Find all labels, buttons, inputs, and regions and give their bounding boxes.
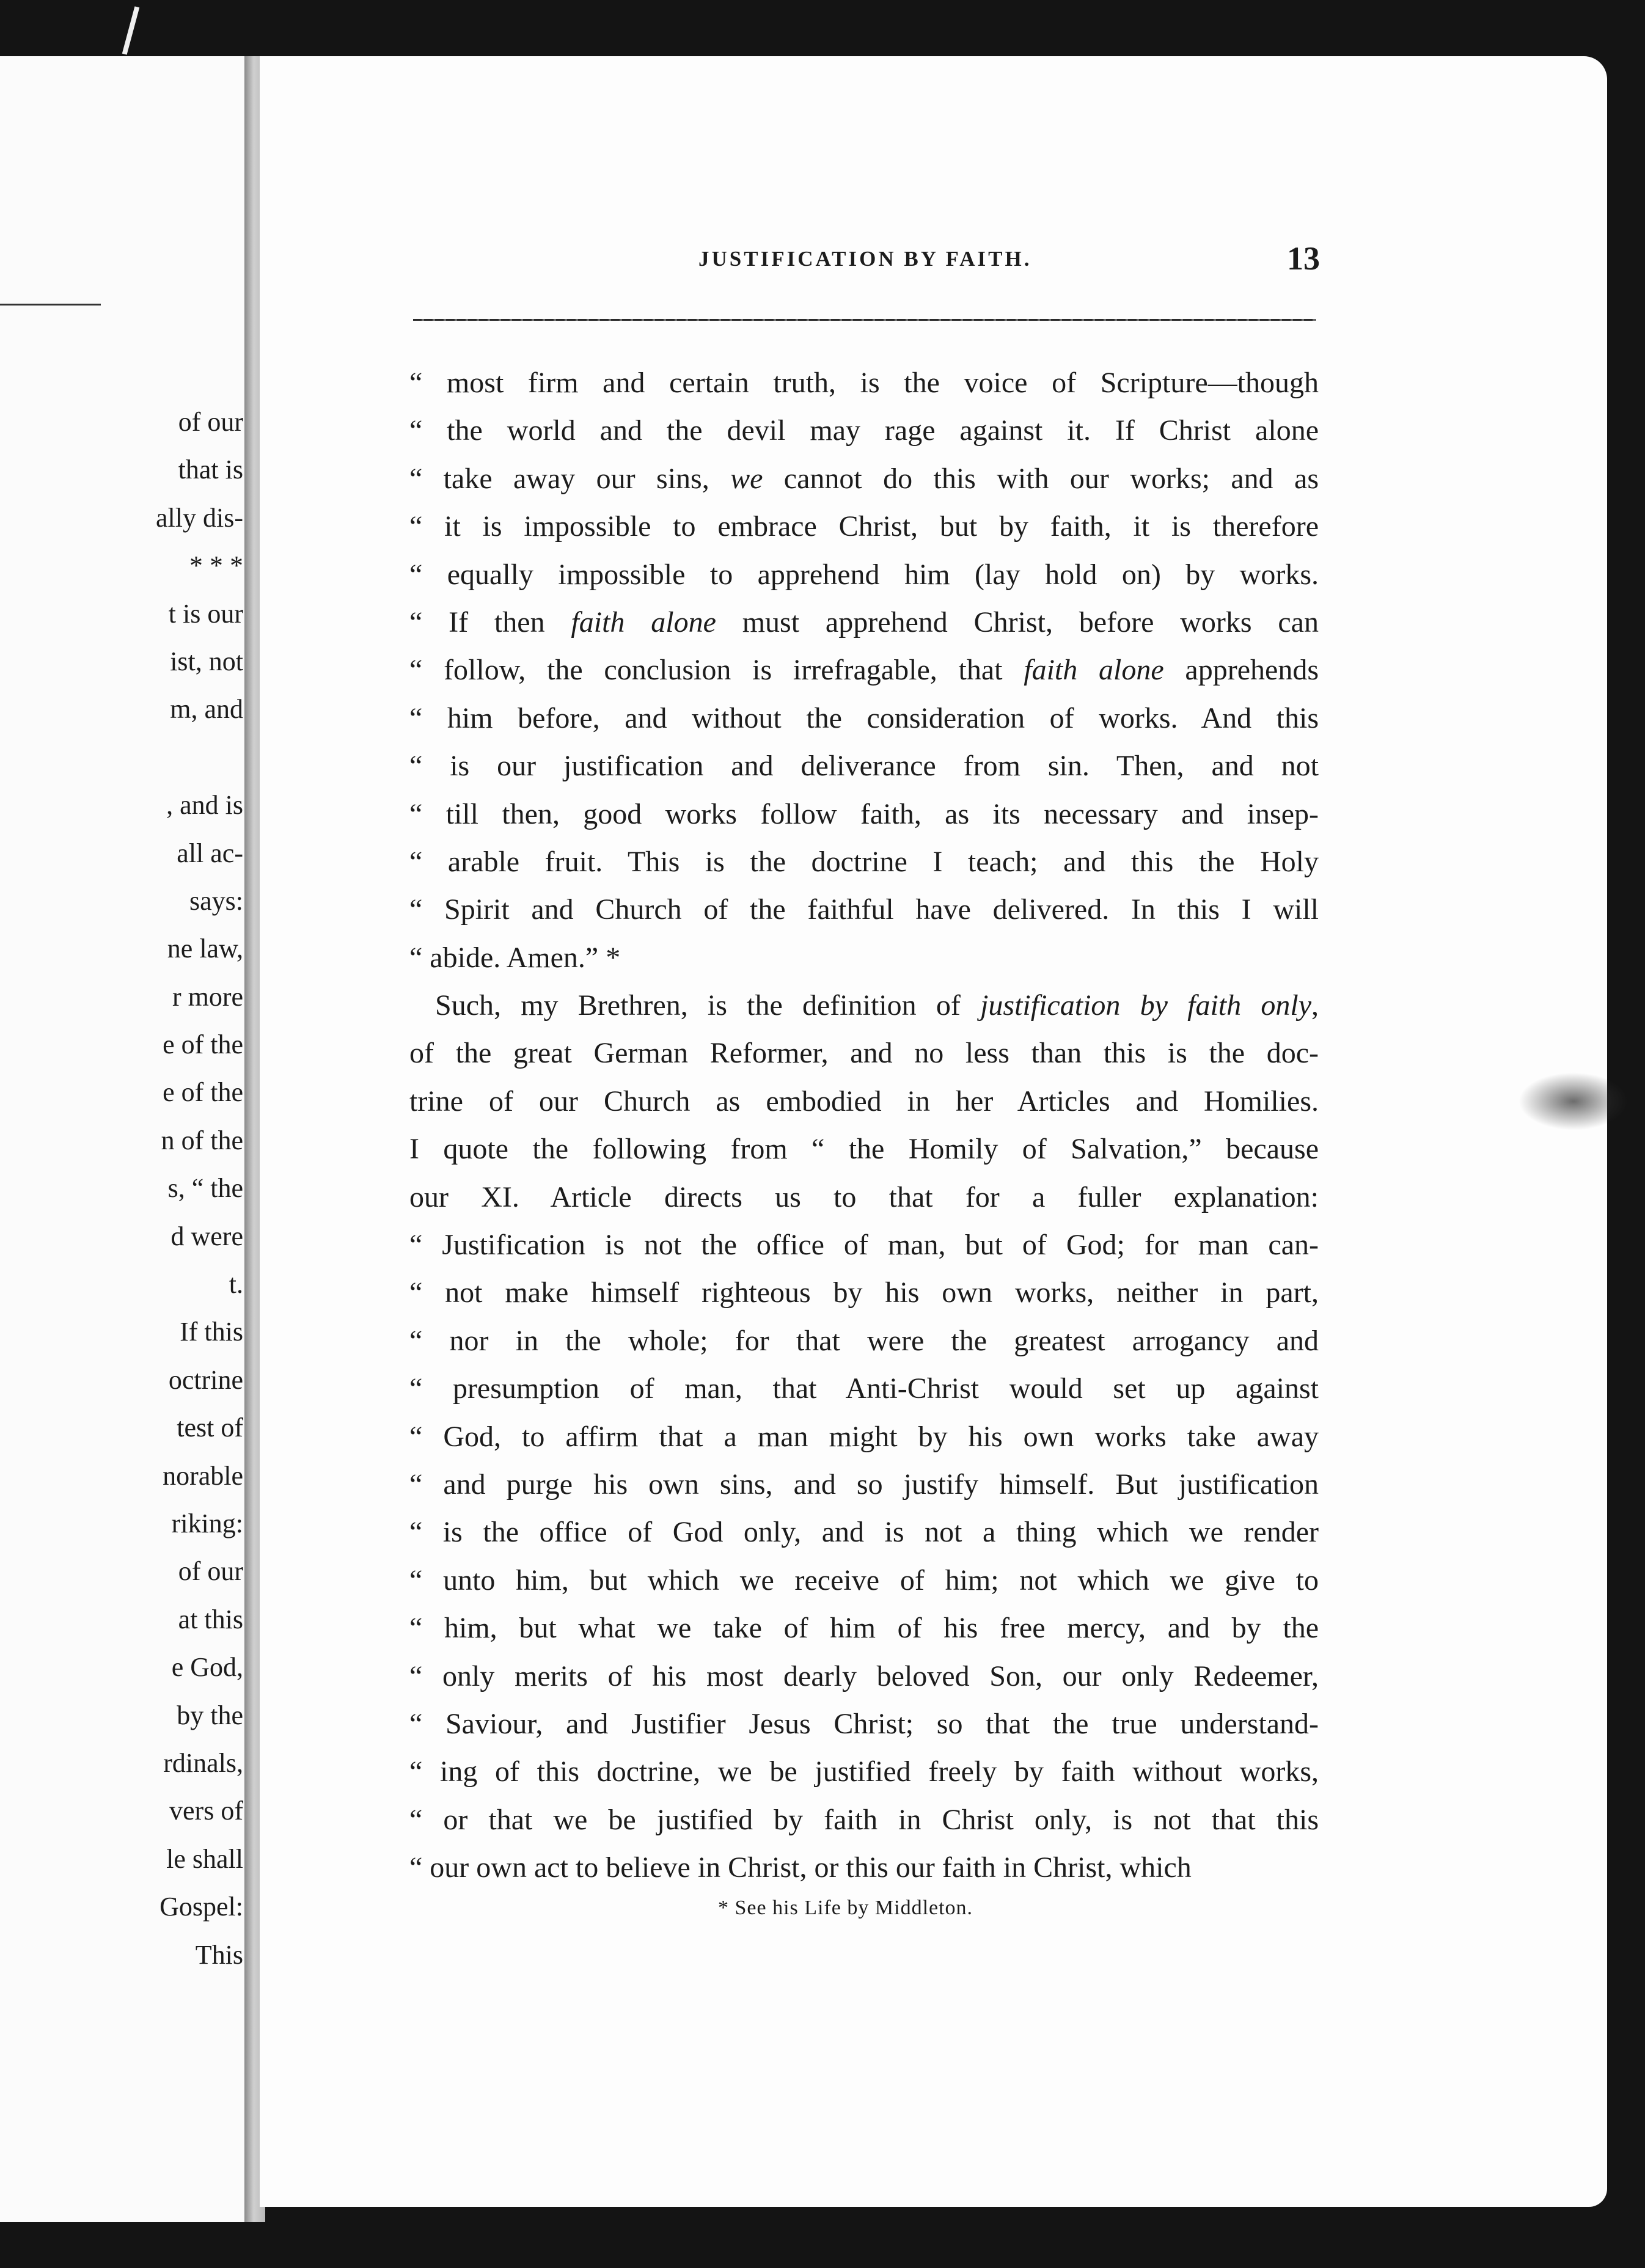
facing-page-line: n of the	[161, 1125, 243, 1155]
text-line: “ arable fruit. This is the doctrine I teach; and this the Holy	[409, 845, 1319, 878]
text-line: “ Spirit and Church of the faithful have delivered. In this I will	[409, 893, 1319, 926]
facing-page-line: e God,	[171, 1652, 243, 1683]
text-line: “ the world and the devil may rage against it. If Christ alone	[409, 414, 1319, 447]
text-line: “ abide. Amen.” *	[409, 941, 621, 974]
facing-page-line: Gospel:	[159, 1892, 243, 1922]
facing-page-line: t.	[229, 1269, 243, 1300]
text-line: of the great German Reformer, and no less than this is the doc-	[409, 1037, 1319, 1070]
scan-smudge	[1519, 1072, 1629, 1130]
facing-page-line	[98, 734, 248, 781]
facing-page-line: s, “ the	[167, 1173, 243, 1204]
text-line: Such, my Brethren, is the definition of justification by faith only,	[435, 989, 1319, 1022]
text-line: “ till then, good works follow faith, as its necessary and insep-	[409, 797, 1319, 830]
facing-page-line: at this	[178, 1604, 243, 1634]
text-line: our XI. Article directs us to that for a fuller explanation:	[409, 1180, 1319, 1213]
facing-page-line: by the	[177, 1700, 243, 1730]
text-line: “ unto him, but which we receive of him; not which we give to	[409, 1564, 1319, 1597]
running-title: JUSTIFICATION BY FAITH.	[698, 247, 1032, 271]
text-line: “ is our justification and deliverance from sin. Then, and not	[409, 750, 1319, 783]
text-line: “ equally impossible to apprehend him (lay hold on) by works.	[409, 558, 1319, 591]
text-line: “ and purge his own sins, and so justify himself. But justification	[409, 1468, 1319, 1501]
facing-page-line: of our	[178, 407, 243, 437]
text-line: “ or that we be justified by faith in Christ only, is not that this	[409, 1803, 1319, 1836]
page-header	[698, 240, 1320, 284]
facing-page-line: d were	[170, 1221, 243, 1251]
facing-page-line: says:	[189, 885, 243, 916]
facing-page-rule	[0, 304, 101, 305]
facing-page-line: t is our	[168, 598, 243, 629]
page-number: 13	[1287, 240, 1320, 277]
text-line: “ take away our sins, we cannot do this with our works; and as	[409, 462, 1319, 495]
text-line: “ If then faith alone must apprehend Christ, before works can	[409, 605, 1319, 638]
facing-page-line: , and is	[166, 790, 243, 821]
text-line: trine of our Church as embodied in her Articles and Homilies.	[409, 1085, 1319, 1118]
footnote: * See his Life by Middleton.	[718, 1897, 973, 1919]
text-line: “ is the office of God only, and is not a thing which we render	[409, 1516, 1319, 1549]
facing-page-line: all ac-	[177, 838, 243, 868]
facing-page-line: vers of	[169, 1796, 243, 1826]
facing-page-line: * * *	[189, 551, 243, 581]
text-line: I quote the following from “ the Homily of Salvation,” because	[409, 1133, 1319, 1166]
text-line: “ follow, the conclusion is irrefragable, that faith alone apprehends	[409, 654, 1319, 687]
facing-page-line: If this	[180, 1317, 243, 1347]
facing-page-line: test of	[177, 1413, 243, 1443]
text-line: “ not make himself righteous by his own works, neither in part,	[409, 1276, 1319, 1309]
facing-page-line: norable	[163, 1460, 243, 1491]
text-line: “ our own act to believe in Christ, or this our faith in Christ, which	[409, 1851, 1192, 1884]
text-line: “ Justification is not the office of man, but of God; for man can-	[409, 1229, 1319, 1262]
facing-page-line: ally dis-	[156, 502, 243, 533]
facing-page-line: This	[195, 1939, 243, 1970]
text-line: “ him, but what we take of him of his free mercy, and by the	[409, 1612, 1319, 1645]
facing-page-line: ne law,	[167, 934, 243, 964]
facing-page	[0, 56, 248, 2222]
text-line: “ only merits of his most dearly beloved Son, our only Redeemer,	[409, 1659, 1319, 1692]
facing-page-line: of our	[178, 1556, 243, 1587]
facing-page-line: octrine	[168, 1364, 243, 1395]
facing-page-line: e of the	[163, 1030, 243, 1060]
scan-mark	[122, 6, 139, 54]
facing-page-text	[98, 398, 244, 1979]
facing-page-line: that is	[178, 455, 243, 485]
facing-page-line: r more	[172, 981, 243, 1012]
text-line: “ nor in the whole; for that were the greatest arrogancy and	[409, 1324, 1319, 1357]
facing-page-line: le shall	[166, 1843, 243, 1874]
facing-page-line: riking:	[171, 1508, 243, 1538]
text-line: “ God, to affirm that a man might by his own works take away	[409, 1420, 1319, 1453]
facing-page-line: ist, not	[170, 646, 243, 676]
body-text	[409, 359, 1319, 1892]
text-line: “ ing of this doctrine, we be justified freely by faith without works,	[409, 1755, 1319, 1788]
header-rule	[413, 319, 1316, 321]
text-line: “ him before, and without the consideration of works. And this	[409, 701, 1319, 734]
text-line: “ it is impossible to embrace Christ, but by faith, it is therefore	[409, 510, 1319, 543]
facing-page-line: m, and	[170, 694, 243, 725]
text-line: “ Saviour, and Justifier Jesus Christ; so that the true understand-	[409, 1707, 1319, 1740]
text-line: “ most firm and certain truth, is the voice of Scripture—though	[409, 367, 1319, 399]
facing-page-line: rdinals,	[163, 1747, 243, 1778]
text-line: “ presumption of man, that Anti-Christ would set up against	[409, 1372, 1319, 1405]
facing-page-line: e of the	[163, 1077, 243, 1108]
